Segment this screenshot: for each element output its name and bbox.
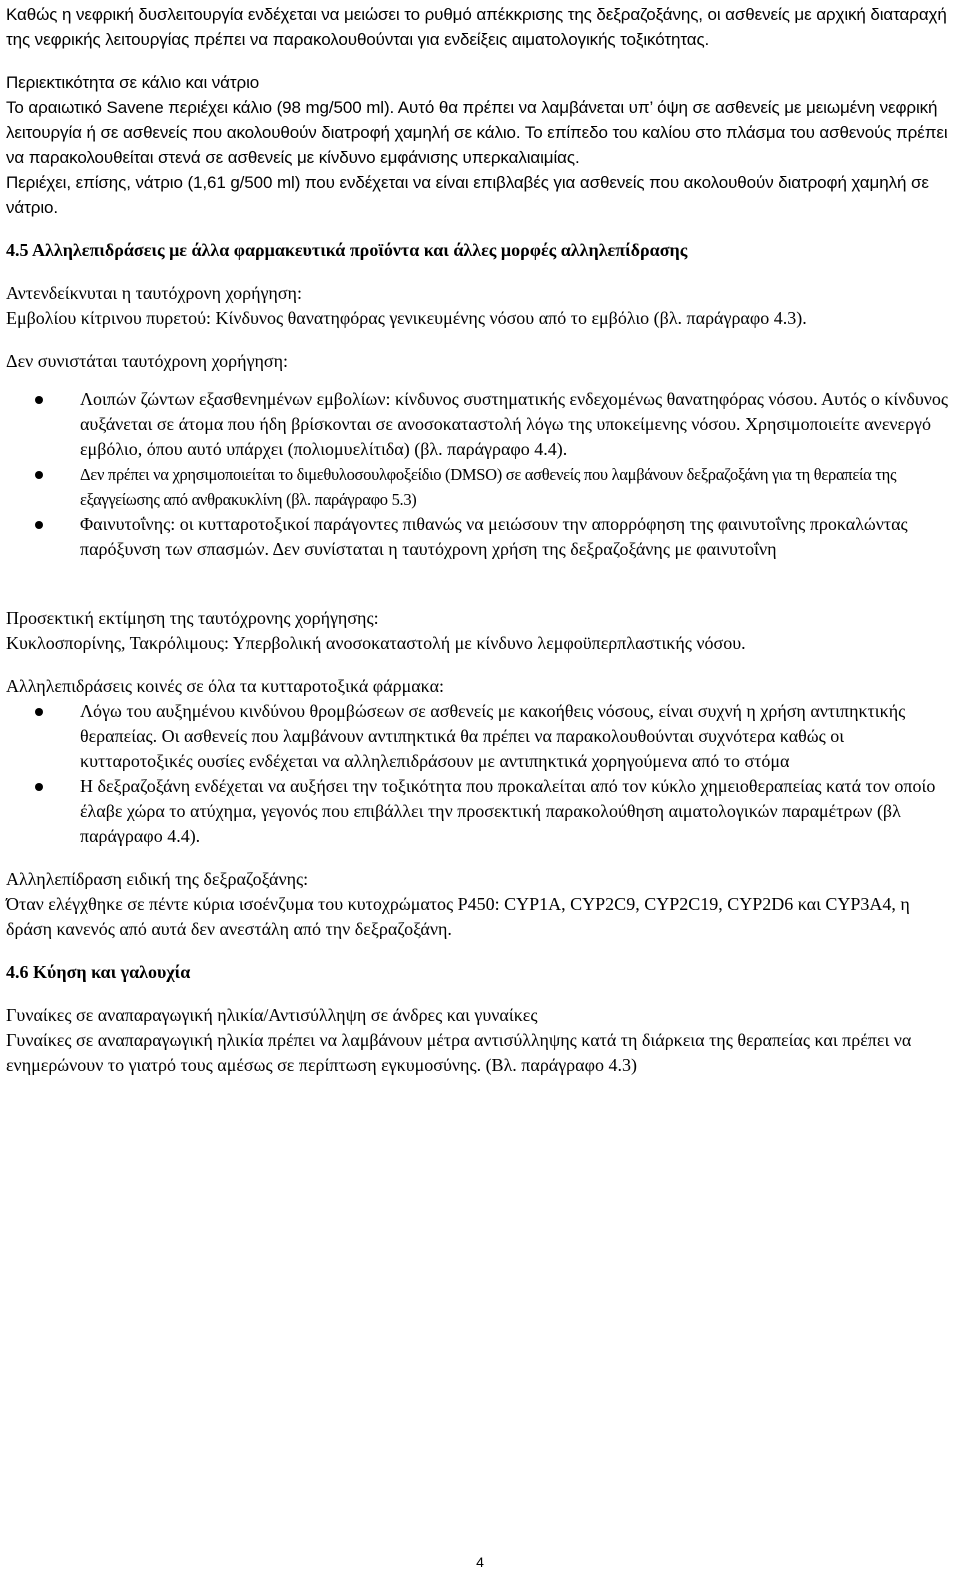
- specific-interaction-title: Αλληλεπίδραση ειδική της δεξραζοξάνης:: [6, 869, 309, 889]
- renal-impairment-paragraph: Καθώς η νεφρική δυσλειτουργία ενδέχεται να μειώσει το ρυθμό απέκκρισης της δεξραζοξάνης, οι ασθενείς με αρχική διαταραχή της νεφρικής λειτουργίας πρέπει να παρακολουθούνται για ενδείξεις αιματολογικής τοξικότητας.: [6, 5, 947, 49]
- common-interactions-title: Αλληλεπιδράσεις κοινές σε όλα τα κυτταροτοξικά φάρμακα:: [6, 676, 445, 696]
- bullet-icon: [35, 521, 43, 529]
- list-item-text: Η δεξραζοξάνη ενδέχεται να αυξήσει την τοξικότητα που προκαλείται από τον κύκλο χημειοθεραπείας κατά τον οποίο έλαβε χώρα το ατύχημα, γεγονός που επιβάλλει την προσεκτική παρακολούθηση αιματολογικών παραμέτρων (βλ παράγραφο 4.4).: [80, 776, 936, 846]
- list-item: [6, 462, 952, 512]
- section-4-6-text: Γυναίκες σε αναπαραγωγική ηλικία πρέπει να λαμβάνουν μέτρα αντισύλληψης κατά τη διάρκεια της θεραπείας και πρέπει να ενημερώνουν το γιατρό τους αμέσως σε περίπτωση εγκυμοσύνης. (Βλ. παράγραφο 4.3): [6, 1030, 912, 1075]
- caution-title: Προσεκτική εκτίμηση της ταυτόχρονης χορήγησης:: [6, 608, 379, 628]
- document-page: [6, 2, 952, 1078]
- list-item-text: Φαινυτοΐνης: οι κυτταροτοξικοί παράγοντες πιθανώς να μειώσουν την απορρόφηση της φαινυτοΐνης προκαλώντας παρόξυνση των σπασμών. Δεν συνίσταται η ταυτόχρονη χρήση της δεξραζοξάνης με φαινυτοΐνη: [80, 514, 908, 559]
- not-recommended-title: Δεν συνιστάται ταυτόχρονη χορήγηση:: [6, 351, 289, 371]
- caution-text: Κυκλοσπορίνης, Τακρόλιμους: Υπερβολική ανοσοκαταστολή με κίνδυνο λεμφοϋπερπλαστικής νόσου.: [6, 633, 746, 653]
- potassium-paragraph: Το αραιωτικό Savene περιέχει κάλιο (98 mg/500 ml). Αυτό θα πρέπει να λαμβάνεται υπ’ όψη σε ασθενείς με μειωμένη νεφρική λειτουργία ή σε ασθενείς που ακολουθούν διατροφή χαμηλή σε κάλιο. Το επίπεδο του καλίου στο πλάσμα του ασθενούς πρέπει να παρακολουθείται στενά σε ασθενείς με κίνδυνο εμφάνισης υπερκαλιαιμίας.: [6, 98, 948, 167]
- potassium-sodium-title: Περιεκτικότητα σε κάλιο και νάτριο: [6, 73, 260, 92]
- list-item: [6, 512, 952, 562]
- section-4-5-heading: 4.5 Αλληλεπιδράσεις με άλλα φαρμακευτικά προϊόντα και άλλες μορφές αλληλεπίδρασης: [6, 240, 688, 260]
- list-item: [6, 387, 952, 462]
- specific-interaction-text: Όταν ελέγχθηκε σε πέντε κύρια ισοένζυμα του κυτοχρώματος P450: CYP1A, CYP2C9, CYP2C19, CYP2D6 και CYP3A4, η δράση κανενός από αυτά δεν ανεστάλη από την δεξραζοξάνη.: [6, 894, 910, 939]
- contraindicated-text: Εμβολίου κίτρινου πυρετού: Κίνδυνος θανατηφόρας γενικευμένης νόσου από το εμβόλιο (βλ. παράγραφο 4.3).: [6, 308, 807, 328]
- list-item: [6, 699, 952, 774]
- list-item-text: Λόγω του αυξημένου κινδύνου θρομβώσεων σε ασθενείς με κακοήθεις νόσους, είναι συχνή η χρήση αντιπηκτικής θεραπείας. Οι ασθενείς που λαμβάνουν αντιπηκτικά θα πρέπει να παρακολουθούνται συχνότερα καθώς οι κυτταροτοξικές ουσίες ενδέχεται να αλληλεπιδράσουν με αντιπηκτικά χορηγούμενα από το στόμα: [80, 701, 906, 771]
- section-4-6-heading: 4.6 Κύηση και γαλουχία: [6, 962, 191, 982]
- section-4-6-subtitle: Γυναίκες σε αναπαραγωγική ηλικία/Αντισύλληψη σε άνδρες και γυναίκες: [6, 1005, 538, 1025]
- contraindicated-title: Αντενδείκνυται η ταυτόχρονη χορήγηση:: [6, 283, 302, 303]
- bullet-icon: [35, 783, 43, 791]
- not-recommended-list: [6, 387, 952, 562]
- sodium-paragraph: Περιέχει, επίσης, νάτριο (1,61 g/500 ml) που ενδέχεται να είναι επιβλαβές για ασθενείς που ακολουθούν διατροφή χαμηλή σε νάτριο.: [6, 173, 929, 217]
- list-item: [6, 774, 952, 849]
- bullet-icon: [35, 396, 43, 404]
- bullet-icon: [35, 708, 43, 716]
- common-interactions-list: [6, 699, 952, 849]
- list-item-text: Δεν πρέπει να χρησιμοποιείται το διμεθυλοσουλφοξείδιο (DMSO) σε ασθενείς που λαμβάνουν δεξραζοξάνη για τη θεραπεία της εξαγγείωσης από ανθρακυκλίνη (βλ. παράγραφο 5.3): [80, 465, 897, 509]
- bullet-icon: [35, 471, 43, 479]
- page-number: 4: [476, 1554, 484, 1570]
- list-item-text: Λοιπών ζώντων εξασθενημένων εμβολίων: κίνδυνος συστηματικής ενδεχομένως θανατηφόρας νόσου. Αυτός ο κίνδυνος αυξάνεται σε άτομα που ήδη βρίσκονται σε ανοσοκαταστολή λόγω της υποκείμενης νόσου. Χρησιμοποιείτε ανενεργό εμβόλιο, όπου αυτό υπάρχει (πολιομυελίτιδα) (βλ. παράγραφο 4.4).: [80, 389, 949, 459]
